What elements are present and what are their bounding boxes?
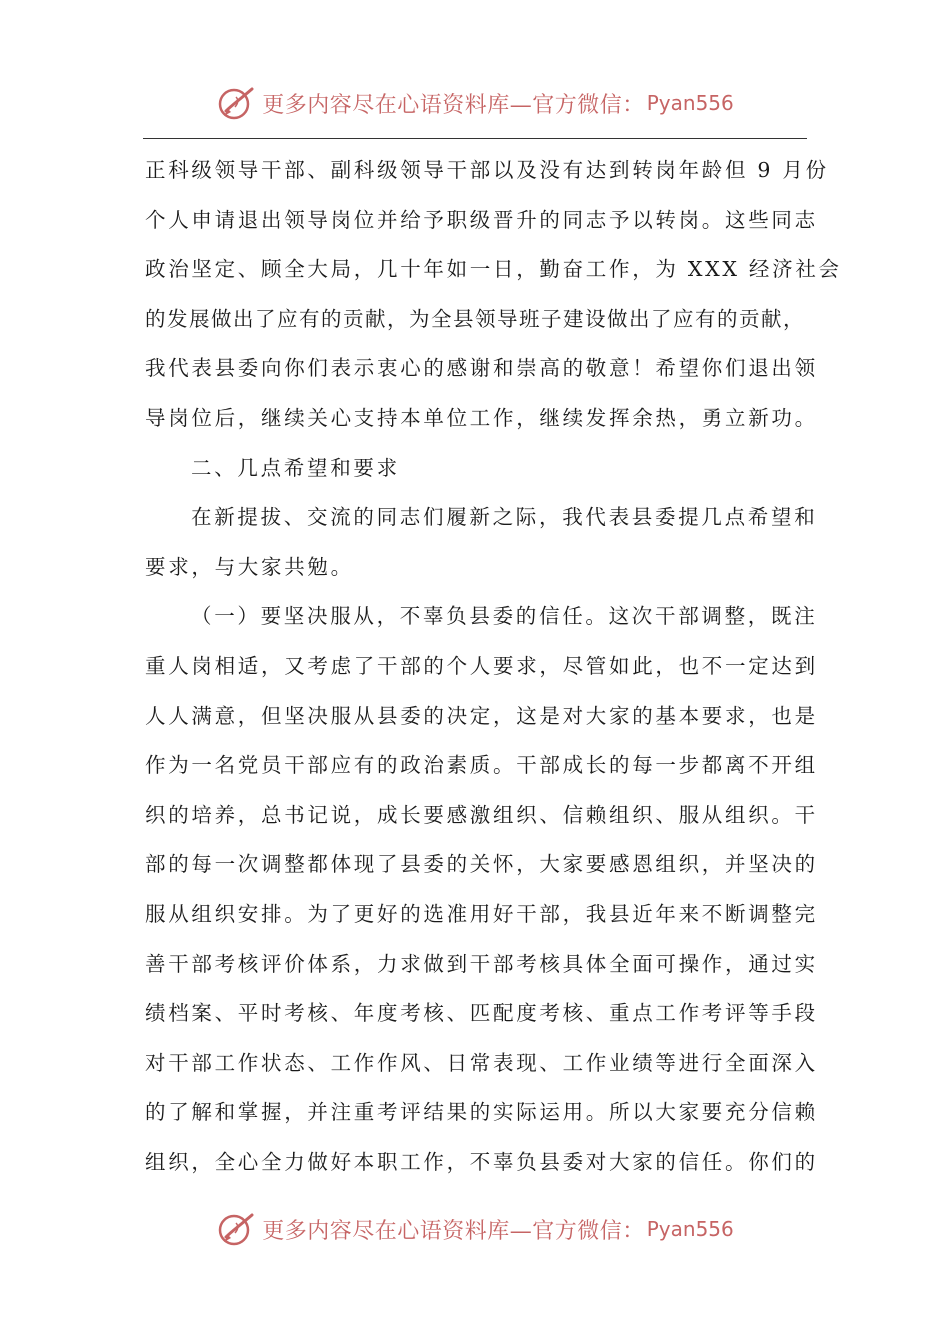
header-banner xyxy=(0,78,950,128)
wechat-id: Pyan556 xyxy=(646,1217,734,1241)
body-line: 我代表县委向你们表示衷心的感谢和崇高的敬意！希望你们退出领 xyxy=(145,356,818,381)
body-line: 绩档案、平时考核、年度考核、匹配度考核、重点工作考评等手段 xyxy=(145,1001,818,1026)
body-line: 组织，全心全力做好本职工作，不辜负县委对大家的信任。你们的 xyxy=(145,1149,818,1174)
body-line: 重人岗相适，又考虑了干部的个人要求，尽管如此，也不一定达到 xyxy=(145,653,818,678)
section-heading: 二、几点希望和要求 xyxy=(191,455,400,480)
footer-banner xyxy=(0,1204,950,1254)
body-line: 部的每一次调整都体现了县委的关怀，大家要感恩组织，并坚决的 xyxy=(145,852,818,877)
body-line: 织的培养，总书记说，成长要感激组织、信赖组织、服从组织。干 xyxy=(145,802,818,827)
body-line: 个人申请退出领导岗位并给予职级晋升的同志予以转岗。这些同志 xyxy=(145,207,818,232)
banner-text: 更多内容尽在心语资料库—官方微信： xyxy=(262,1218,645,1244)
document-body xyxy=(145,146,842,1187)
pen-logo-icon xyxy=(216,1209,256,1249)
subsection-line: （一）要坚决服从，不辜负县委的信任。这次干部调整，既注 xyxy=(191,604,818,629)
body-line: 政治坚定、顾全大局，几十年如一日，勤奋工作，为 XXX 经济社会 xyxy=(145,257,842,282)
body-line: 服从组织安排。为了更好的选准用好干部，我县近年来不断调整完 xyxy=(145,901,818,926)
banner-text: 更多内容尽在心语资料库—官方微信： xyxy=(262,92,645,118)
header-divider xyxy=(143,138,807,139)
wechat-id: Pyan556 xyxy=(646,91,734,115)
body-line: 对干部工作状态、工作作风、日常表现、工作业绩等进行全面深入 xyxy=(145,1050,818,1075)
body-line: 导岗位后，继续关心支持本单位工作，继续发挥余热，勇立新功。 xyxy=(145,405,818,430)
body-line: 在新提拔、交流的同志们履新之际，我代表县委提几点希望和 xyxy=(191,505,818,530)
body-line: 人人满意，但坚决服从县委的决定，这是对大家的基本要求，也是 xyxy=(145,703,818,728)
body-line: 作为一名党员干部应有的政治素质。干部成长的每一步都离不开组 xyxy=(145,753,818,778)
body-line: 正科级领导干部、副科级领导干部以及没有达到转岗年龄但 9 月份 xyxy=(145,158,829,182)
body-line: 的发展做出了应有的贡献，为全县领导班子建设做出了应有的贡献， xyxy=(145,306,805,331)
body-line: 的了解和掌握，并注重考评结果的实际运用。所以大家要充分信赖 xyxy=(145,1100,818,1125)
pen-logo-icon xyxy=(216,83,256,123)
body-line: 要求，与大家共勉。 xyxy=(145,554,354,579)
body-line: 善干部考核评价体系，力求做到干部考核具体全面可操作，通过实 xyxy=(145,951,818,976)
